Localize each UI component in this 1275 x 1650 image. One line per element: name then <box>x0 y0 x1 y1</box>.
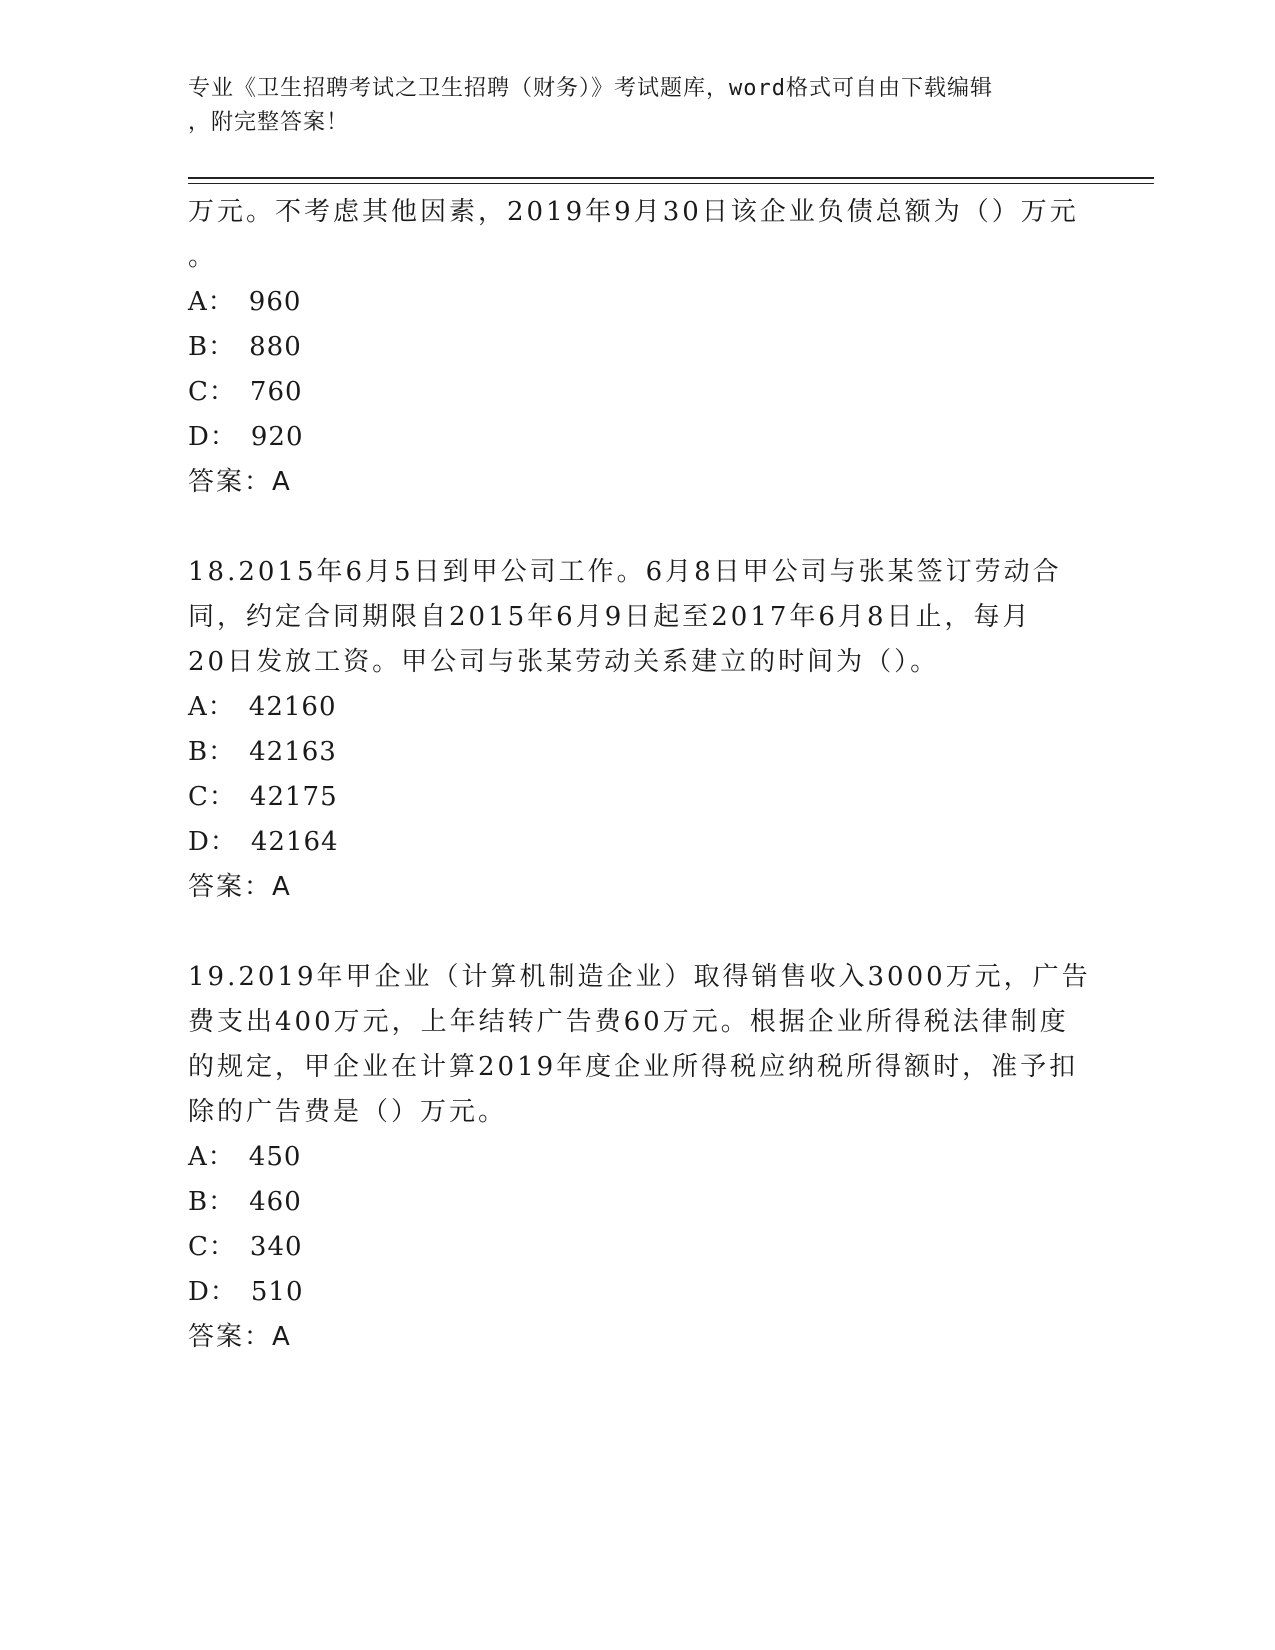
question-18-option-d: D： 42164 <box>188 827 339 857</box>
spacer <box>188 505 1088 550</box>
question-18-option-b: B： 42163 <box>188 737 337 767</box>
question-19-option-b: B： 460 <box>188 1187 302 1217</box>
header-line-2: ，附完整答案！ <box>188 110 350 135</box>
question-18-line-2: 同，约定合同期限自2015年6月9日起至2017年6月8日止，每月 <box>188 602 1032 632</box>
spacer <box>188 910 1088 955</box>
question-18-option-c: C： 42175 <box>188 782 338 812</box>
question-18-line-3: 20日发放工资。甲公司与张某劳动关系建立的时间为（）。 <box>188 647 940 677</box>
question-19-option-a: A： 450 <box>188 1142 302 1172</box>
question-19 <box>188 955 1091 1360</box>
question-17-line-1: 万元。不考虑其他因素，2019年9月30日该企业负债总额为（）万元 <box>188 197 1079 227</box>
question-17-option-a: A： 960 <box>188 287 302 317</box>
question-17-option-b: B： 880 <box>188 332 302 362</box>
question-18-option-a: A： 42160 <box>188 692 337 722</box>
question-19-line-3: 的规定，甲企业在计算2019年度企业所得税应纳税所得额时，准予扣 <box>188 1052 1079 1082</box>
question-19-option-c: C： 340 <box>188 1232 303 1262</box>
question-19-line-2: 费支出400万元，上年结转广告费60万元。根据企业所得税法律制度 <box>188 1007 1069 1037</box>
question-19-line-1: 19.2019年甲企业（计算机制造企业）取得销售收入3000万元，广告 <box>188 962 1091 992</box>
question-18-answer: 答案：A <box>188 872 292 902</box>
header-line-1: 专业《卫生招聘考试之卫生招聘（财务）》考试题库，word格式可自由下载编辑 <box>188 76 993 101</box>
question-17-option-c: C： 760 <box>188 377 303 407</box>
header-divider-thin <box>188 183 1154 184</box>
question-17-answer: 答案：A <box>188 467 292 497</box>
question-17-option-d: D： 920 <box>188 422 304 452</box>
question-17 <box>188 190 1088 505</box>
page-body <box>188 190 1091 1360</box>
question-19-option-d: D： 510 <box>188 1277 304 1307</box>
question-17-line-2: 。 <box>188 242 218 272</box>
question-19-answer: 答案：A <box>188 1322 292 1352</box>
question-19-line-4: 除的广告费是（）万元。 <box>188 1097 508 1127</box>
header-divider-thick <box>188 177 1154 179</box>
page-header <box>188 72 1068 140</box>
question-18 <box>188 550 1088 910</box>
question-18-line-1: 18.2015年6月5日到甲公司工作。6月8日甲公司与张某签订劳动合 <box>188 557 1062 587</box>
